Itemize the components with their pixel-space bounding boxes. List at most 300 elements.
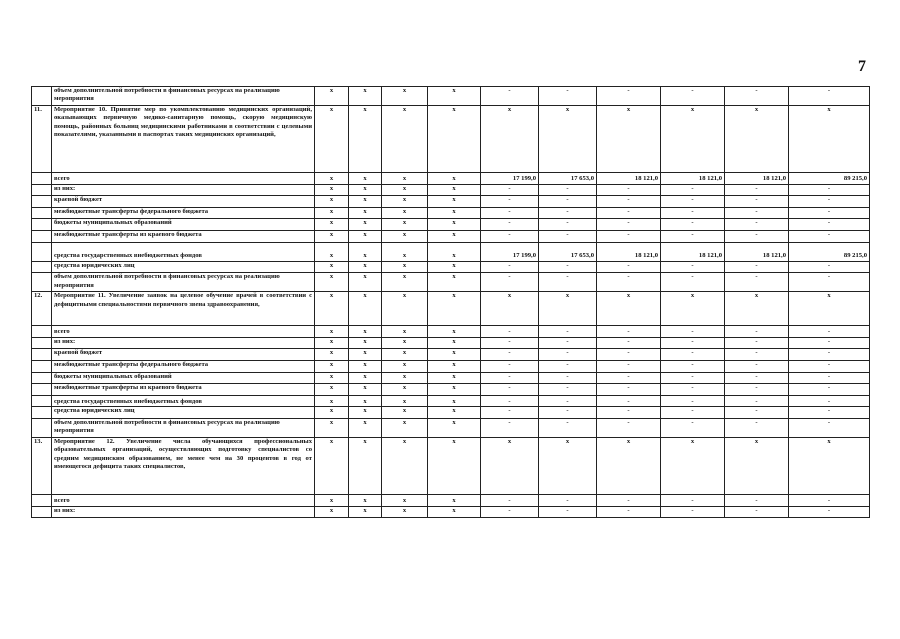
row-number bbox=[32, 219, 52, 231]
table-cell: - bbox=[539, 326, 597, 338]
row-label: всего bbox=[52, 326, 315, 338]
row-label: межбюджетные трансферты из краевого бюджета bbox=[52, 384, 315, 396]
table-cell: x bbox=[349, 326, 382, 338]
table-row bbox=[32, 418, 870, 437]
table-cell: x bbox=[349, 219, 382, 231]
table-cell: - bbox=[481, 87, 539, 106]
table-cell: x bbox=[315, 184, 349, 196]
table-row bbox=[32, 173, 870, 185]
table-cell: - bbox=[539, 349, 597, 361]
table-cell: x bbox=[349, 349, 382, 361]
table-cell: x bbox=[428, 360, 481, 372]
table-cell: x bbox=[428, 261, 481, 273]
table-cell: x bbox=[382, 384, 428, 396]
table-cell: x bbox=[428, 418, 481, 437]
table-cell: - bbox=[539, 360, 597, 372]
table-cell: - bbox=[539, 230, 597, 242]
page-number: 7 bbox=[858, 58, 866, 75]
row-number bbox=[32, 395, 52, 407]
table-cell: - bbox=[481, 184, 539, 196]
row-label: Мероприятие 10. Принятие мер по укомплектованию медицинских организаций, оказывающих первичную медико-санитарную помощь, скорую медицинскую помощь, районных больниц медицинскими работниками в соответствии с целевыми показателями, указанными в паспортах таких медицинских организаций, bbox=[52, 106, 315, 173]
table-cell: x bbox=[661, 437, 725, 494]
table-cell: - bbox=[725, 184, 789, 196]
table-cell: x bbox=[349, 196, 382, 208]
table-cell: x bbox=[315, 292, 349, 326]
row-label: бюджеты муниципальных образований bbox=[52, 219, 315, 231]
table-cell: - bbox=[481, 395, 539, 407]
table-cell: x bbox=[315, 219, 349, 231]
row-label: краевой бюджет bbox=[52, 349, 315, 361]
table-cell: x bbox=[661, 292, 725, 326]
table-cell: - bbox=[661, 273, 725, 292]
row-label: средства государственных внебюджетных фондов bbox=[52, 242, 315, 261]
table-cell: - bbox=[661, 372, 725, 384]
table-row bbox=[32, 494, 870, 506]
table-cell: - bbox=[539, 261, 597, 273]
table-cell: x bbox=[315, 494, 349, 506]
table-cell: x bbox=[315, 395, 349, 407]
table-cell: - bbox=[725, 87, 789, 106]
table-cell: - bbox=[539, 87, 597, 106]
table-cell: x bbox=[428, 326, 481, 338]
table-cell: x bbox=[382, 437, 428, 494]
table-cell: - bbox=[725, 418, 789, 437]
row-number bbox=[32, 372, 52, 384]
table-cell: - bbox=[789, 418, 870, 437]
table-cell: - bbox=[789, 372, 870, 384]
table-cell: - bbox=[725, 230, 789, 242]
table-cell: - bbox=[789, 207, 870, 219]
table-cell: - bbox=[789, 407, 870, 419]
row-label: всего bbox=[52, 173, 315, 185]
row-label: всего bbox=[52, 494, 315, 506]
table-cell: - bbox=[481, 230, 539, 242]
table-cell: x bbox=[428, 372, 481, 384]
table-cell: - bbox=[661, 407, 725, 419]
table-row bbox=[32, 384, 870, 396]
row-number bbox=[32, 326, 52, 338]
table-cell: x bbox=[382, 407, 428, 419]
table-cell: 17 653,0 bbox=[539, 242, 597, 261]
row-label: объем дополнительной потребности в финансовых ресурсах на реализацию мероприятия bbox=[52, 87, 315, 106]
row-label: средства юридических лиц bbox=[52, 261, 315, 273]
table-cell: x bbox=[349, 273, 382, 292]
table-cell: x bbox=[315, 384, 349, 396]
table-cell: x bbox=[315, 349, 349, 361]
table-cell: - bbox=[725, 207, 789, 219]
table-cell: - bbox=[789, 506, 870, 518]
table-cell: - bbox=[725, 196, 789, 208]
table-cell: - bbox=[661, 261, 725, 273]
table-cell: - bbox=[539, 196, 597, 208]
table-cell: - bbox=[597, 372, 661, 384]
row-number bbox=[32, 360, 52, 372]
table-row bbox=[32, 349, 870, 361]
table-cell: x bbox=[539, 106, 597, 173]
table-row bbox=[32, 261, 870, 273]
table-cell: - bbox=[539, 418, 597, 437]
table-cell: - bbox=[725, 219, 789, 231]
table-cell: - bbox=[725, 506, 789, 518]
table-cell: x bbox=[315, 242, 349, 261]
table-cell: - bbox=[661, 360, 725, 372]
table-cell: x bbox=[428, 292, 481, 326]
table-row bbox=[32, 506, 870, 518]
table-cell: x bbox=[315, 407, 349, 419]
table-cell: - bbox=[539, 494, 597, 506]
row-number: 13. bbox=[32, 437, 52, 494]
table-cell: - bbox=[661, 506, 725, 518]
table-row bbox=[32, 407, 870, 419]
table-cell: - bbox=[597, 184, 661, 196]
table-cell: x bbox=[428, 273, 481, 292]
table-cell: - bbox=[481, 196, 539, 208]
table-cell: - bbox=[597, 494, 661, 506]
table-cell: - bbox=[661, 418, 725, 437]
table-cell: - bbox=[481, 261, 539, 273]
table-cell: - bbox=[597, 360, 661, 372]
table-cell: - bbox=[481, 372, 539, 384]
table-cell: x bbox=[315, 437, 349, 494]
table-cell: x bbox=[428, 395, 481, 407]
table-cell: - bbox=[597, 219, 661, 231]
table-cell: 18 121,0 bbox=[597, 173, 661, 185]
table-cell: - bbox=[789, 326, 870, 338]
table-cell: x bbox=[428, 106, 481, 173]
table-cell: x bbox=[382, 326, 428, 338]
table-row bbox=[32, 437, 870, 494]
table-cell: - bbox=[725, 273, 789, 292]
table-cell: x bbox=[315, 230, 349, 242]
table-cell: x bbox=[349, 337, 382, 349]
table-cell: - bbox=[539, 184, 597, 196]
table-cell: x bbox=[315, 87, 349, 106]
table-cell: - bbox=[725, 384, 789, 396]
table-cell: x bbox=[382, 494, 428, 506]
table-cell: x bbox=[382, 337, 428, 349]
table-cell: - bbox=[661, 230, 725, 242]
table-cell: x bbox=[428, 87, 481, 106]
table-row bbox=[32, 184, 870, 196]
table-cell: - bbox=[725, 360, 789, 372]
row-label: объем дополнительной потребности в финансовых ресурсах на реализацию мероприятия bbox=[52, 418, 315, 437]
table-cell: - bbox=[789, 230, 870, 242]
table-cell: x bbox=[725, 106, 789, 173]
table-cell: x bbox=[789, 106, 870, 173]
table-cell: x bbox=[539, 292, 597, 326]
row-label: из них: bbox=[52, 337, 315, 349]
table-cell: 18 121,0 bbox=[725, 173, 789, 185]
table-cell: x bbox=[382, 261, 428, 273]
table-cell: x bbox=[789, 437, 870, 494]
table-cell: - bbox=[481, 273, 539, 292]
table-cell: 89 215,0 bbox=[789, 173, 870, 185]
row-label: средства юридических лиц bbox=[52, 407, 315, 419]
table-row bbox=[32, 207, 870, 219]
row-label: из них: bbox=[52, 506, 315, 518]
row-number bbox=[32, 242, 52, 261]
table-row bbox=[32, 273, 870, 292]
table-row bbox=[32, 337, 870, 349]
table-cell: x bbox=[428, 349, 481, 361]
table-cell: - bbox=[597, 506, 661, 518]
table-cell: x bbox=[315, 106, 349, 173]
table-cell: - bbox=[789, 273, 870, 292]
row-number bbox=[32, 173, 52, 185]
table-row bbox=[32, 87, 870, 106]
table-cell: x bbox=[597, 292, 661, 326]
row-number bbox=[32, 184, 52, 196]
table-cell: - bbox=[725, 349, 789, 361]
table-cell: - bbox=[789, 360, 870, 372]
table-row bbox=[32, 326, 870, 338]
table-cell: x bbox=[349, 506, 382, 518]
table-cell: x bbox=[349, 184, 382, 196]
table-cell: 17 199,0 bbox=[481, 173, 539, 185]
table-cell: x bbox=[349, 360, 382, 372]
table-cell: - bbox=[481, 349, 539, 361]
row-label: межбюджетные трансферты федерального бюджета bbox=[52, 207, 315, 219]
table-cell: - bbox=[661, 219, 725, 231]
table-cell: x bbox=[428, 506, 481, 518]
table-cell: x bbox=[382, 87, 428, 106]
table-cell: x bbox=[661, 106, 725, 173]
table-cell: - bbox=[597, 273, 661, 292]
table-cell: 18 121,0 bbox=[661, 242, 725, 261]
table-cell: x bbox=[382, 207, 428, 219]
table-cell: - bbox=[597, 196, 661, 208]
table-cell: x bbox=[382, 418, 428, 437]
row-number bbox=[32, 384, 52, 396]
table-cell: - bbox=[661, 196, 725, 208]
table-row bbox=[32, 395, 870, 407]
table-row bbox=[32, 360, 870, 372]
table-cell: - bbox=[597, 349, 661, 361]
table-cell: x bbox=[428, 230, 481, 242]
table-cell: x bbox=[725, 437, 789, 494]
table-cell: x bbox=[315, 173, 349, 185]
table-cell: - bbox=[597, 261, 661, 273]
table-cell: x bbox=[349, 395, 382, 407]
table-cell: - bbox=[789, 395, 870, 407]
table-cell: - bbox=[481, 384, 539, 396]
table-cell: - bbox=[789, 337, 870, 349]
row-number bbox=[32, 230, 52, 242]
table-cell: x bbox=[315, 360, 349, 372]
table-cell: x bbox=[349, 207, 382, 219]
row-label: средства государственных внебюджетных фондов bbox=[52, 395, 315, 407]
table-cell: x bbox=[428, 337, 481, 349]
table-cell: x bbox=[382, 230, 428, 242]
table-cell: x bbox=[349, 494, 382, 506]
table-cell: x bbox=[382, 372, 428, 384]
table-cell: - bbox=[789, 184, 870, 196]
table-cell: x bbox=[382, 184, 428, 196]
table-cell: - bbox=[597, 230, 661, 242]
row-label: объем дополнительной потребности в финансовых ресурсах на реализацию мероприятия bbox=[52, 273, 315, 292]
table-cell: x bbox=[428, 184, 481, 196]
table-cell: x bbox=[428, 173, 481, 185]
table-cell: - bbox=[661, 494, 725, 506]
table-cell: x bbox=[382, 292, 428, 326]
table-cell: - bbox=[539, 395, 597, 407]
table-cell: 18 121,0 bbox=[725, 242, 789, 261]
table-cell: x bbox=[382, 196, 428, 208]
table-cell: - bbox=[481, 418, 539, 437]
table-cell: x bbox=[428, 242, 481, 261]
table-cell: x bbox=[349, 242, 382, 261]
table-cell: x bbox=[597, 437, 661, 494]
table-cell: x bbox=[428, 437, 481, 494]
table-cell: x bbox=[382, 360, 428, 372]
table-cell: - bbox=[725, 395, 789, 407]
table-cell: - bbox=[789, 261, 870, 273]
table-cell: x bbox=[382, 506, 428, 518]
table-cell: x bbox=[428, 196, 481, 208]
table-cell: - bbox=[481, 207, 539, 219]
table-cell: x bbox=[382, 173, 428, 185]
table-cell: x bbox=[481, 106, 539, 173]
table-cell: x bbox=[315, 326, 349, 338]
table-cell: - bbox=[661, 395, 725, 407]
row-number: 11. bbox=[32, 106, 52, 173]
table-cell: x bbox=[382, 106, 428, 173]
table-cell: - bbox=[661, 384, 725, 396]
table-cell: - bbox=[725, 494, 789, 506]
table-row bbox=[32, 219, 870, 231]
table-cell: x bbox=[315, 337, 349, 349]
table-cell: x bbox=[481, 292, 539, 326]
table-row bbox=[32, 106, 870, 173]
table-cell: x bbox=[315, 273, 349, 292]
table-cell: - bbox=[725, 261, 789, 273]
table-cell: x bbox=[315, 261, 349, 273]
table-cell: - bbox=[661, 207, 725, 219]
table-cell: x bbox=[349, 384, 382, 396]
table-cell: x bbox=[315, 418, 349, 437]
table-cell: - bbox=[597, 87, 661, 106]
table-cell: - bbox=[725, 337, 789, 349]
table-cell: x bbox=[539, 437, 597, 494]
table-cell: - bbox=[539, 407, 597, 419]
row-label: из них: bbox=[52, 184, 315, 196]
table-cell: x bbox=[597, 106, 661, 173]
table-cell: x bbox=[481, 437, 539, 494]
table-cell: - bbox=[481, 360, 539, 372]
table-cell: - bbox=[597, 326, 661, 338]
table-cell: - bbox=[789, 87, 870, 106]
table-cell: - bbox=[481, 407, 539, 419]
table-cell: x bbox=[428, 494, 481, 506]
table-cell: - bbox=[597, 418, 661, 437]
table-row bbox=[32, 230, 870, 242]
table-cell: x bbox=[382, 349, 428, 361]
table-cell: - bbox=[661, 87, 725, 106]
table-cell: x bbox=[349, 106, 382, 173]
row-number bbox=[32, 207, 52, 219]
table-cell: - bbox=[789, 219, 870, 231]
row-label: бюджеты муниципальных образований bbox=[52, 372, 315, 384]
table-cell: x bbox=[315, 207, 349, 219]
row-label: межбюджетные трансферты из краевого бюджета bbox=[52, 230, 315, 242]
table-cell: x bbox=[428, 219, 481, 231]
row-number bbox=[32, 261, 52, 273]
row-label: Мероприятие 12. Увеличение числа обучающихся профессиональных образовательных организаций, осуществляющих подготовку специалистов со средним медицинским образованием, не менее чем на 30 процентов в год от имеющегося дефицита таких специалистов, bbox=[52, 437, 315, 494]
table-cell: 18 121,0 bbox=[661, 173, 725, 185]
row-number bbox=[32, 87, 52, 106]
table-cell: - bbox=[597, 207, 661, 219]
table-cell: - bbox=[539, 372, 597, 384]
table-cell: - bbox=[481, 326, 539, 338]
table-cell: - bbox=[661, 337, 725, 349]
table-cell: x bbox=[349, 407, 382, 419]
table-cell: x bbox=[349, 261, 382, 273]
table-cell: x bbox=[428, 384, 481, 396]
table-cell: - bbox=[725, 372, 789, 384]
table-cell: x bbox=[382, 273, 428, 292]
table-cell: x bbox=[382, 219, 428, 231]
row-number: 12. bbox=[32, 292, 52, 326]
table-cell: - bbox=[597, 337, 661, 349]
table-cell: - bbox=[481, 219, 539, 231]
table-cell: x bbox=[315, 506, 349, 518]
table-cell: x bbox=[349, 292, 382, 326]
table-row bbox=[32, 372, 870, 384]
table-cell: - bbox=[539, 273, 597, 292]
table-cell: x bbox=[725, 292, 789, 326]
row-number bbox=[32, 506, 52, 518]
table-cell: - bbox=[789, 384, 870, 396]
table-cell: x bbox=[789, 292, 870, 326]
row-number bbox=[32, 273, 52, 292]
table-cell: - bbox=[789, 494, 870, 506]
table-cell: - bbox=[481, 506, 539, 518]
table-row bbox=[32, 242, 870, 261]
table-cell: - bbox=[539, 207, 597, 219]
budget-table bbox=[31, 86, 870, 518]
table-cell: - bbox=[597, 384, 661, 396]
table-cell: x bbox=[315, 372, 349, 384]
table-cell: x bbox=[349, 372, 382, 384]
table-cell: x bbox=[349, 230, 382, 242]
table-cell: x bbox=[349, 418, 382, 437]
table-cell: - bbox=[597, 395, 661, 407]
table-cell: - bbox=[539, 219, 597, 231]
table-row bbox=[32, 196, 870, 208]
table-cell: - bbox=[539, 337, 597, 349]
row-number bbox=[32, 349, 52, 361]
table-cell: 17 653,0 bbox=[539, 173, 597, 185]
table-cell: - bbox=[597, 407, 661, 419]
table-cell: x bbox=[382, 242, 428, 261]
row-number bbox=[32, 418, 52, 437]
table-cell: - bbox=[661, 349, 725, 361]
table-cell: - bbox=[661, 326, 725, 338]
table-cell: - bbox=[789, 196, 870, 208]
table-cell: - bbox=[725, 407, 789, 419]
table-cell: - bbox=[481, 337, 539, 349]
table-cell: x bbox=[349, 173, 382, 185]
table-cell: x bbox=[428, 207, 481, 219]
table-cell: 18 121,0 bbox=[597, 242, 661, 261]
row-number bbox=[32, 196, 52, 208]
row-label: межбюджетные трансферты федерального бюджета bbox=[52, 360, 315, 372]
table-cell: x bbox=[428, 407, 481, 419]
table-cell: - bbox=[725, 326, 789, 338]
table-cell: - bbox=[789, 349, 870, 361]
table-row bbox=[32, 292, 870, 326]
table-cell: - bbox=[661, 184, 725, 196]
